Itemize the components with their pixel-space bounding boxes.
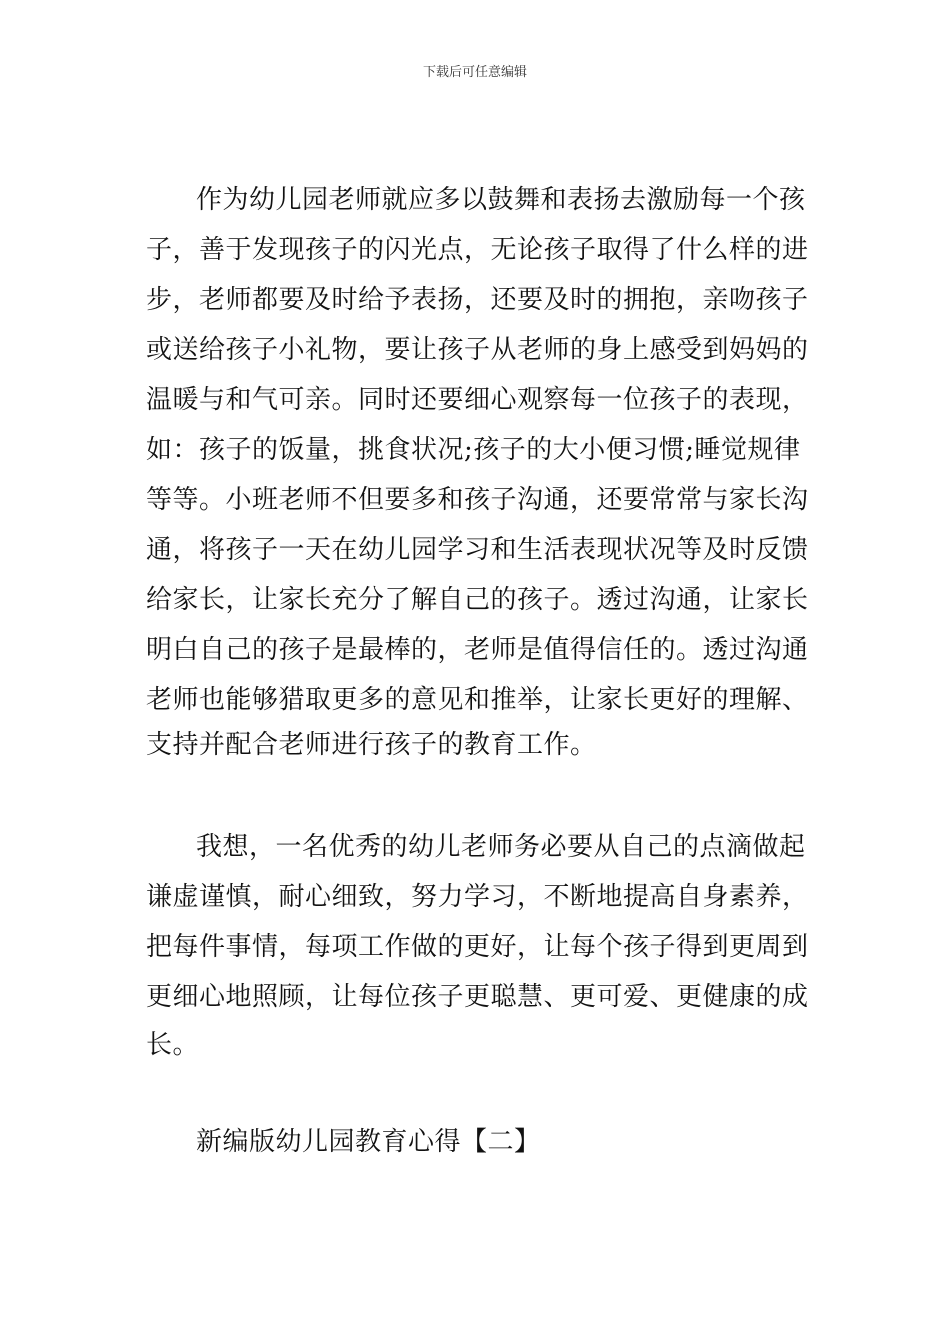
paragraph-line: 或送给孩子小礼物，要让孩子从老师的身上感受到妈妈的 <box>146 335 809 365</box>
paragraph-line: 步，老师都要及时给予表扬，还要及时的拥抱，亲吻孩子 <box>146 285 809 315</box>
paragraph-line: 支持并配合老师进行孩子的教育工作。 <box>146 730 597 760</box>
paragraph-line: 把每件事情，每项工作做的更好，让每个孩子得到更周到 <box>146 932 809 962</box>
paragraph-line: 老师也能够猎取更多的意见和推举，让家长更好的理解、 <box>146 685 809 715</box>
paragraph-line: 如：孩子的饭量，挑食状况;孩子的大小便习惯;睡觉规律 <box>146 435 801 465</box>
paragraph-line: 子，善于发现孩子的闪光点，无论孩子取得了什么样的进 <box>146 235 809 265</box>
paragraph-line: 更细心地照顾，让每位孩子更聪慧、更可爱、更健康的成 <box>146 982 809 1012</box>
paragraph-line: 温暖与和气可亲。同时还要细心观察每一位孩子的表现， <box>146 385 809 415</box>
paragraph-line: 等等。小班老师不但要多和孩子沟通，还要常常与家长沟 <box>146 485 809 515</box>
paragraph-line: 我想，一名优秀的幼儿老师务必要从自己的点滴做起 <box>196 832 806 862</box>
paragraph-line: 明白自己的孩子是最棒的，老师是值得信任的。透过沟通 <box>146 635 809 665</box>
paragraph-line: 长。 <box>146 1030 200 1060</box>
paragraph-line: 给家长，让家长充分了解自己的孩子。透过沟通，让家长 <box>146 585 809 615</box>
paragraph-line: 谦虚谨慎，耐心细致，努力学习，不断地提高自身素养， <box>146 882 809 912</box>
paragraph-line: 作为幼儿园老师就应多以鼓舞和表扬去激励每一个孩 <box>196 185 806 215</box>
page-header: 下载后可任意编辑 <box>422 65 527 80</box>
section-heading: 新编版幼儿园教育心得【二】 <box>196 1127 541 1157</box>
paragraph-line: 通，将孩子一天在幼儿园学习和生活表现状况等及时反馈 <box>146 535 809 565</box>
